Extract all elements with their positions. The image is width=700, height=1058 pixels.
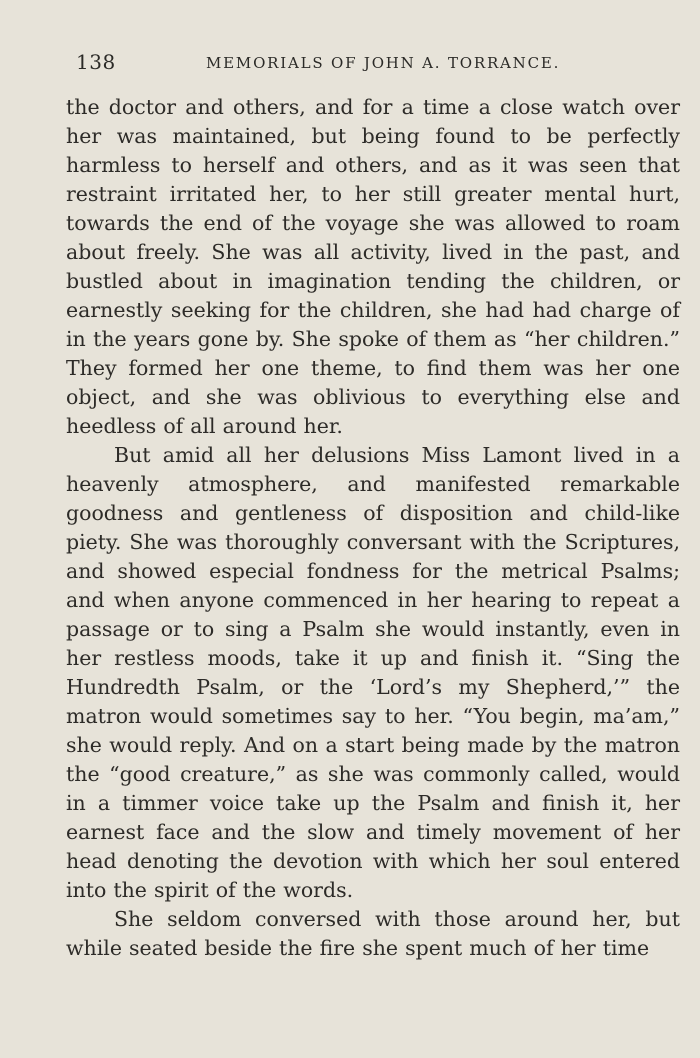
- paragraph-3: She seldom conversed with those around her, but while seated beside the fire she spent much of her time: [66, 907, 680, 960]
- body-text: [66, 93, 680, 963]
- paragraph-1: the doctor and others, and for a time a close watch over her was maintained, but being found to be perfectly harmless to herself and others, and as it was seen that restraint irritated her, to her still greater mental hurt, towards the end of the voyage she was allowed to roam about freely. She was all activity, lived in the past, and bustled about in imagination tending the children, or earnestly seeking for the children, she had had charge of in the years gone by. She spoke of them as “her children.” They formed her one theme, to find them was her one object, and she was oblivious to everything else and heedless of all around her.: [66, 95, 680, 438]
- running-title: MEMORIALS OF JOHN A. TORRANCE.: [206, 54, 561, 72]
- paragraph-2: But amid all her delusions Miss Lamont lived in a heavenly atmosphere, and manifested remarkable goodness and gentleness of disposition and child-like piety. She was thoroughly conversant with the Scriptures, and showed especial fondness for the metrical Psalms; and when anyone commenced in her hearing to repeat a passage or to sing a Psalm she would instantly, even in her restless moods, take it up and finish it. “Sing the Hundredth Psalm, or the ‘Lord’s my Shepherd,’” the matron would sometimes say to her. “You begin, ma’am,” she would reply. And on a start being made by the matron the “good creature,” as she was commonly called, would in a timmer voice take up the Psalm and finish it, her earnest face and the slow and timely movement of her head denoting the devotion with which her soul entered into the spirit of the words.: [66, 443, 680, 902]
- page-header: [76, 50, 682, 80]
- page-number: 138: [76, 50, 116, 74]
